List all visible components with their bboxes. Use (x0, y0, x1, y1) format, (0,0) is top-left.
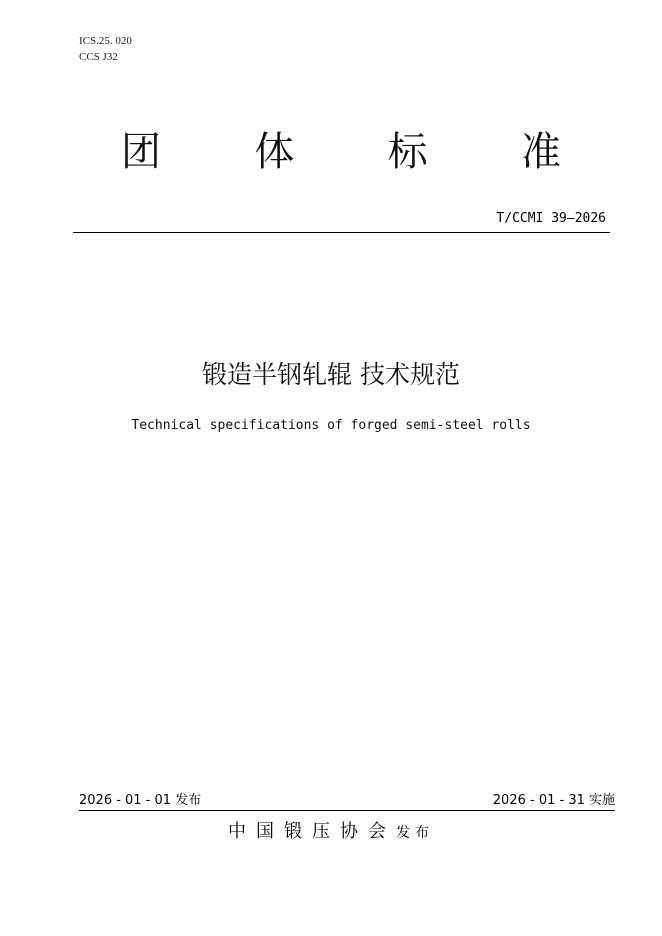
standard-type-char: 准 (520, 129, 561, 175)
standard-number: T/CCMI 39—2026 (496, 211, 606, 226)
standard-type-char: 标 (387, 129, 428, 175)
implementation-date: 2026 - 01 - 31 实施 (492, 793, 615, 808)
standard-type-char: 体 (254, 129, 295, 175)
document-title-english: Technical specifications of forged semi-steel rolls (131, 418, 531, 433)
header-divider (73, 232, 610, 233)
footer-divider (79, 810, 615, 811)
publisher-suffix: 发布 (396, 825, 434, 841)
issue-date: 2026 - 01 - 01 发布 (79, 793, 202, 808)
ccs-code: CCS J32 (79, 51, 118, 63)
standard-type-char: 团 (121, 129, 161, 175)
publisher-name: 中国锻压协会 (228, 821, 396, 842)
ics-code: ICS.25. 020 (79, 35, 132, 47)
standard-type-heading (121, 124, 561, 180)
publisher-line (0, 819, 662, 846)
document-title-chinese: 锻造半钢轧辊 技术规范 (202, 360, 460, 389)
